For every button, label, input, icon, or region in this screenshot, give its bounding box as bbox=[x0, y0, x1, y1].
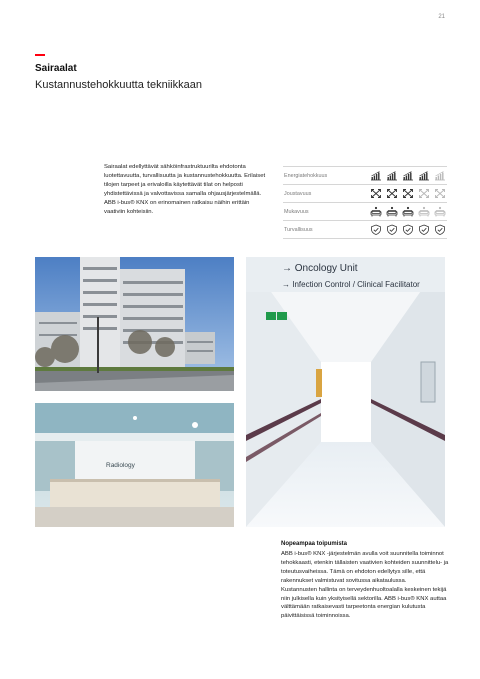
rating-icons bbox=[370, 188, 446, 199]
page-number: 21 bbox=[438, 14, 445, 20]
section-title: Nopeampaa toipumista bbox=[281, 541, 348, 547]
ratings-table bbox=[283, 166, 447, 239]
bar-chart-icon bbox=[402, 170, 414, 181]
rating-row bbox=[283, 185, 447, 203]
corridor-photo bbox=[246, 257, 445, 527]
shield-check-icon bbox=[402, 224, 414, 235]
expand-arrows-icon bbox=[402, 188, 414, 199]
expand-arrows-icon bbox=[434, 188, 446, 199]
sign-oncology-unit: → Oncology Unit bbox=[282, 263, 358, 274]
intro-paragraph: Sairaalat edellyttävät sähköinfrastruktuurilta ehdotonta luotettavuutta, turvallisuutta ja kustannustehokkuutta. Erilaiset tilojen tarpeet ja erivaloilla käytettävät tilat on helposti yhdistettävissä ja valvottavissa samalla ohjausjärjestelmällä. ABB i-bus® KNX on erinomainen ratkaisu näihin erittäin vaativiin kohteisiin. bbox=[104, 164, 266, 215]
page-subtitle: Kustannustehokkuutta tekniikkaan bbox=[35, 79, 202, 91]
couch-icon bbox=[402, 206, 414, 217]
sign-infection-control: → Infection Control / Clinical Facilitator bbox=[282, 280, 420, 289]
shield-check-icon bbox=[386, 224, 398, 235]
page-title: Sairaalat bbox=[35, 63, 77, 74]
rating-row bbox=[283, 203, 447, 221]
expand-arrows-icon bbox=[418, 188, 430, 199]
rating-label: Energiatehokkuus bbox=[284, 172, 328, 179]
shield-check-icon bbox=[370, 224, 382, 235]
sign-radiology: Radiology bbox=[106, 462, 135, 469]
expand-arrows-icon bbox=[370, 188, 382, 199]
rating-label: Joustavuus bbox=[284, 190, 312, 197]
section-body bbox=[281, 550, 449, 621]
couch-icon bbox=[386, 206, 398, 217]
rating-label: Turvallisuus bbox=[284, 226, 313, 233]
rating-icons bbox=[370, 224, 446, 235]
reception-photo bbox=[35, 403, 234, 527]
section-paragraph: Kustannusten hallinta on terveydenhuoltoalalla keskeinen tekijä niin julkisella kuin yksityisellä sektorilla. ABB i-bus® KNX auttaa välttämään ratkaisevasti tarpeetonta energian kulutusta päivittäisissä toiminnoissa. bbox=[281, 586, 447, 620]
bar-chart-icon bbox=[434, 170, 446, 181]
shield-check-icon bbox=[418, 224, 430, 235]
accent-bar bbox=[35, 54, 45, 56]
shield-check-icon bbox=[434, 224, 446, 235]
bar-chart-icon bbox=[418, 170, 430, 181]
couch-icon bbox=[370, 206, 382, 217]
rating-row bbox=[283, 221, 447, 239]
rating-icons bbox=[370, 206, 446, 217]
couch-icon bbox=[434, 206, 446, 217]
rating-row bbox=[283, 166, 447, 185]
rating-icons bbox=[370, 170, 446, 181]
expand-arrows-icon bbox=[386, 188, 398, 199]
bar-chart-icon bbox=[370, 170, 382, 181]
couch-icon bbox=[418, 206, 430, 217]
section-paragraph: ABB i-bus® KNX -järjestelmän avulla voit suunnitella toiminnot tehokkaasti, etenkin tällaisten vaativien kohteiden suunnittelu- ja toteutusvaiheissa. Tämä on ehdoton edellytys sille, että rakennukset valmistuvat sovitussa aikataulussa. bbox=[281, 551, 449, 584]
rating-label: Mukavuus bbox=[284, 208, 309, 215]
bar-chart-icon bbox=[386, 170, 398, 181]
hospital-building-photo bbox=[35, 257, 234, 391]
